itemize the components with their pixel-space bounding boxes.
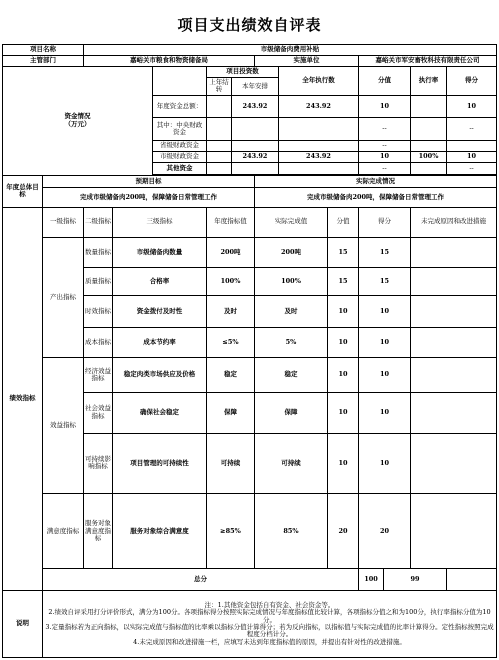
note-line: 4.未完成原因和改进措施一栏，应填写未达到年度指标值的原因，并提出有针对性的改进措施。 bbox=[133, 637, 406, 646]
fund-this bbox=[232, 140, 279, 151]
fund-prev bbox=[207, 118, 232, 141]
project-name-value: 市级储备肉费用补贴 bbox=[84, 45, 497, 56]
fund-got: -- bbox=[447, 118, 497, 141]
score-cell: 10 bbox=[328, 328, 359, 358]
fund-exec: 243.92 bbox=[279, 151, 359, 163]
prev-year-header: 上年结转 bbox=[207, 78, 232, 95]
got-cell: 15 bbox=[359, 237, 411, 267]
fund-row-label: 年度资金总额： bbox=[153, 95, 207, 118]
fund-score: 10 bbox=[359, 151, 411, 163]
reason-cell bbox=[411, 237, 497, 267]
target-cell: 可持续 bbox=[207, 433, 255, 493]
l2-cell: 数量指标 bbox=[84, 237, 113, 267]
got-cell: 10 bbox=[359, 433, 411, 493]
actual-cell: 保障 bbox=[255, 392, 328, 433]
target-header: 年度指标值 bbox=[207, 207, 255, 237]
target-cell: 100% bbox=[207, 267, 255, 295]
reason-cell bbox=[411, 358, 497, 392]
got-cell: 20 bbox=[359, 494, 411, 569]
score-cell: 15 bbox=[328, 267, 359, 295]
fund-score: -- bbox=[359, 118, 411, 141]
score-cell: 15 bbox=[328, 237, 359, 267]
l3-cell: 服务对象综合满意度 bbox=[113, 494, 207, 569]
actual-cell: 及时 bbox=[255, 295, 328, 327]
total-score: 100 bbox=[359, 569, 384, 591]
fund-rate bbox=[411, 118, 447, 141]
score-header: 分值 bbox=[328, 207, 359, 237]
fund-row-label: 省级财政资金 bbox=[153, 140, 207, 151]
actual-cell: 100% bbox=[255, 267, 328, 295]
score-cell: 20 bbox=[328, 494, 359, 569]
actual-goal-header: 实际完成情况 bbox=[255, 176, 497, 188]
budget-header: 项目投资数 bbox=[207, 66, 279, 78]
got-cell: 10 bbox=[359, 295, 411, 327]
fund-exec: 243.92 bbox=[279, 95, 359, 118]
l3-header: 三级指标 bbox=[113, 207, 207, 237]
l2-cell: 可持续影响指标 bbox=[84, 433, 113, 493]
page-title: 项目支出绩效自评表 bbox=[177, 16, 322, 34]
score-cell: 10 bbox=[328, 295, 359, 327]
reason-cell bbox=[411, 267, 497, 295]
reason-cell bbox=[411, 433, 497, 493]
expected-goal-header: 预期目标 bbox=[43, 176, 255, 188]
l2-cell: 时效指标 bbox=[84, 295, 113, 327]
dept-label: 主管部门 bbox=[3, 55, 84, 66]
total-reason bbox=[447, 569, 497, 591]
actual-goal-value: 完成市级储备肉200吨，保障储备日常管理工作 bbox=[255, 188, 497, 207]
actual-cell: 85% bbox=[255, 494, 328, 569]
actual-cell: 稳定 bbox=[255, 358, 328, 392]
l1-cell: 产出指标 bbox=[43, 237, 84, 358]
total-got: 99 bbox=[384, 569, 447, 591]
fund-row-label: 其他资金 bbox=[153, 163, 207, 175]
rate-header: 执行率 bbox=[411, 66, 447, 95]
fund-this: 243.92 bbox=[232, 95, 279, 118]
score-header: 分值 bbox=[359, 66, 411, 95]
got-header: 得分 bbox=[359, 207, 411, 237]
l1-header: 一级指标 bbox=[43, 207, 84, 237]
reason-header: 未完成原因和改进措施 bbox=[411, 207, 497, 237]
indicators-label: 绩效指标 bbox=[3, 207, 43, 590]
fund-exec bbox=[279, 118, 359, 141]
fund-prev bbox=[207, 151, 232, 163]
fund-score: -- bbox=[359, 163, 411, 175]
fund-rate bbox=[411, 163, 447, 175]
l3-cell: 项目管理的可持续性 bbox=[113, 433, 207, 493]
this-year-header: 本年安排 bbox=[232, 78, 279, 95]
l3-cell: 确保社会稳定 bbox=[113, 392, 207, 433]
actual-header: 实际完成值 bbox=[255, 207, 328, 237]
reason-cell bbox=[411, 392, 497, 433]
fund-this bbox=[232, 163, 279, 175]
reason-cell bbox=[411, 494, 497, 569]
fund-prev bbox=[207, 95, 232, 118]
actual-cell: 可持续 bbox=[255, 433, 328, 493]
funds-blank-header bbox=[153, 66, 207, 95]
fund-this bbox=[232, 118, 279, 141]
target-cell: 及时 bbox=[207, 295, 255, 327]
fund-exec bbox=[279, 140, 359, 151]
l3-cell: 市级储备肉数量 bbox=[113, 237, 207, 267]
dept-value: 嘉峪关市粮食和物资储备局 bbox=[84, 55, 255, 66]
got-header: 得分 bbox=[447, 66, 497, 95]
target-cell: ≥85% bbox=[207, 494, 255, 569]
l3-cell: 合格率 bbox=[113, 267, 207, 295]
fund-rate bbox=[411, 140, 447, 151]
target-cell: ≤5% bbox=[207, 328, 255, 358]
l3-cell: 成本节约率 bbox=[113, 328, 207, 358]
target-cell: 200吨 bbox=[207, 237, 255, 267]
l2-cell: 成本指标 bbox=[84, 328, 113, 358]
fund-rate bbox=[411, 95, 447, 118]
expected-goal-value: 完成市级储备肉200吨，保障储备日常管理工作 bbox=[43, 188, 255, 207]
unit-label: 实施单位 bbox=[255, 55, 359, 66]
reason-cell bbox=[411, 328, 497, 358]
total-label: 总分 bbox=[43, 569, 359, 591]
fund-row-label: 市级财政资金 bbox=[153, 151, 207, 163]
score-cell: 10 bbox=[328, 392, 359, 433]
score-cell: 10 bbox=[328, 358, 359, 392]
notes-text bbox=[43, 591, 497, 658]
fund-rate: 100% bbox=[411, 151, 447, 163]
project-name-label: 项目名称 bbox=[3, 45, 84, 56]
unit-value: 嘉峪关市军安畜牧科技有限责任公司 bbox=[359, 55, 497, 66]
got-cell: 10 bbox=[359, 392, 411, 433]
target-cell: 保障 bbox=[207, 392, 255, 433]
fund-score: -- bbox=[359, 140, 411, 151]
fund-row-label: 其中：中央财政资金 bbox=[153, 118, 207, 141]
fund-exec bbox=[279, 163, 359, 175]
reason-cell bbox=[411, 295, 497, 327]
note-line: 3.定量指标若为正向指标，以实际完成值与指标值的比率乘以指标分值计算得分；若为反向指标，以指标值与实际完成值的比率计算得分。定性指标按照完成程度分档计分。 bbox=[45, 623, 494, 639]
score-cell: 10 bbox=[328, 433, 359, 493]
executed-header: 全年执行数 bbox=[279, 66, 359, 95]
got-cell: 10 bbox=[359, 358, 411, 392]
fund-got: 10 bbox=[447, 151, 497, 163]
fund-prev bbox=[207, 163, 232, 175]
note-line: 2.绩效自评采用打分评价形式，满分为100分。各项指标得分按照实际完成情况与年度指标值比较计算，各项指标分值之和为100分，执行率指标分值为10分。 bbox=[48, 608, 491, 624]
l2-cell: 经济效益指标 bbox=[84, 358, 113, 392]
l2-cell: 服务对象满意度指标 bbox=[84, 494, 113, 569]
notes-label: 说明 bbox=[3, 591, 43, 658]
funds-label: 资金情况 （万元） bbox=[3, 66, 153, 176]
got-cell: 10 bbox=[359, 328, 411, 358]
goal-label: 年度总体目标 bbox=[3, 176, 43, 207]
actual-cell: 200吨 bbox=[255, 237, 328, 267]
fund-prev bbox=[207, 140, 232, 151]
l2-cell: 社会效益指标 bbox=[84, 392, 113, 433]
got-cell: 15 bbox=[359, 267, 411, 295]
self-evaluation-form bbox=[2, 44, 497, 658]
l2-header: 二级指标 bbox=[84, 207, 113, 237]
l2-cell: 质量指标 bbox=[84, 267, 113, 295]
l1-cell: 满意度指标 bbox=[43, 494, 84, 569]
l1-cell: 效益指标 bbox=[43, 358, 84, 494]
fund-score: 10 bbox=[359, 95, 411, 118]
actual-cell: 5% bbox=[255, 328, 328, 358]
fund-this: 243.92 bbox=[232, 151, 279, 163]
fund-got: -- bbox=[447, 163, 497, 175]
l3-cell: 资金拨付及时性 bbox=[113, 295, 207, 327]
fund-got: 10 bbox=[447, 95, 497, 118]
target-cell: 稳定 bbox=[207, 358, 255, 392]
l3-cell: 稳定肉类市场供应及价格 bbox=[113, 358, 207, 392]
note-line: 注：1.其他资金包括自有资金、社会资金等。 bbox=[204, 600, 335, 609]
fund-got bbox=[447, 140, 497, 151]
